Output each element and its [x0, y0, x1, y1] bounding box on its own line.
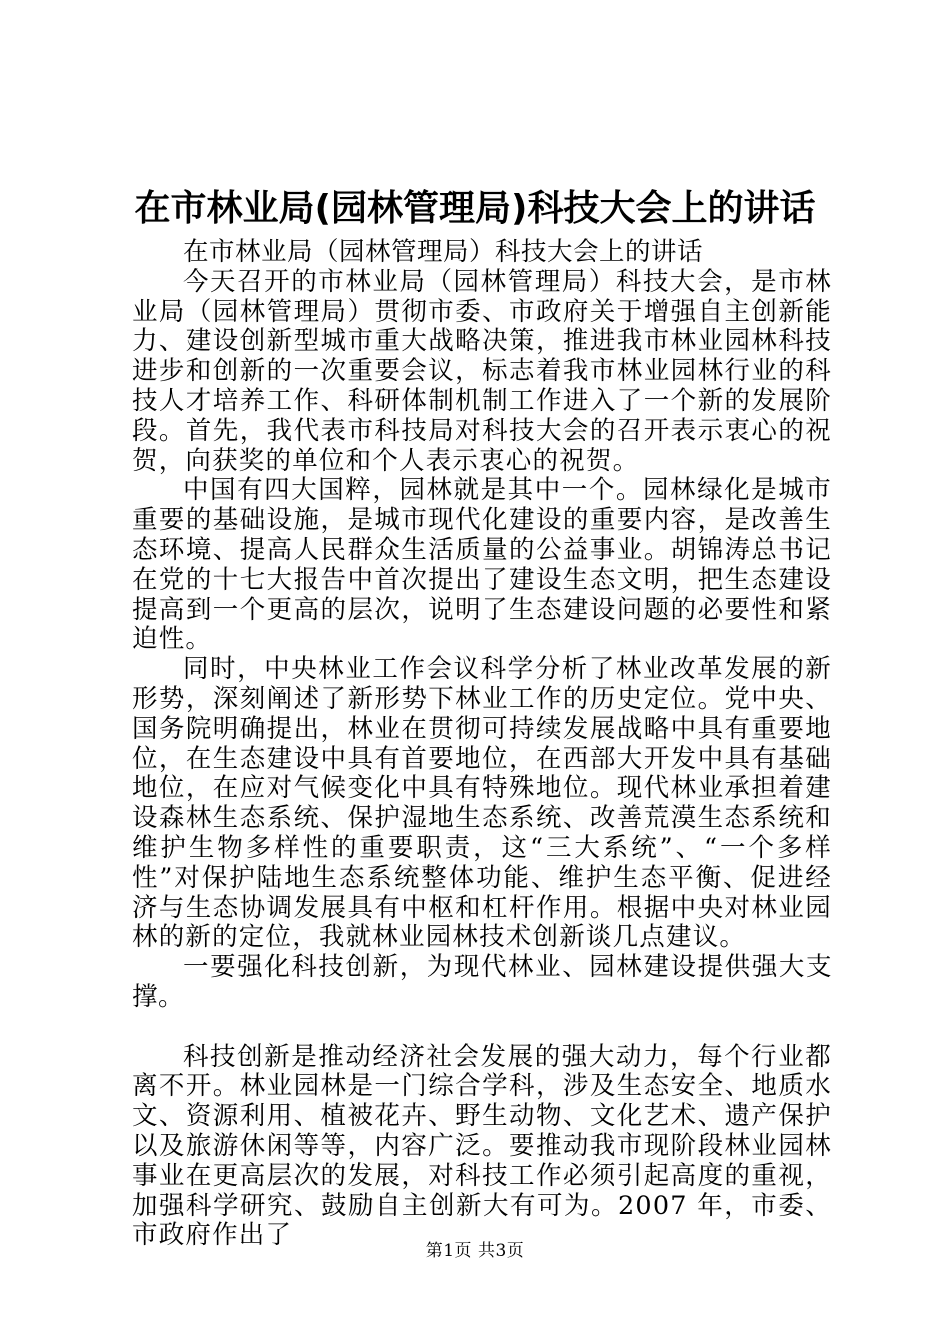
page-footer: 第1页 共3页 [425, 1241, 525, 1261]
document-body [132, 238, 832, 1251]
body-paragraph: 今天召开的市林业局（园林管理局）科技大会，是市林业局（园林管理局）贯彻市委、市政府关于增强自主创新能力、建设创新型城市重大战略决策，推进我市林业园林科技进步和创新的一次重要会议，标志着我市林业园林行业的科技人才培养工作、科研体制机制工作进入了一个新的发展阶段。首先，我代表市科技局对科技大会的召开表示衷心的祝贺，向获奖的单位和个人表示衷心的祝贺。 [132, 266, 832, 476]
section-heading: 一要强化科技创新，为现代林业、园林建设提供强大支撑。 [132, 952, 832, 1012]
subtitle-paragraph: 在市林业局（园林管理局）科技大会上的讲话 [183, 237, 704, 267]
body-paragraph: 科技创新是推动经济社会发展的强大动力，每个行业都离不开。林业园林是一门综合学科，涉及生态安全、地质水文、资源利用、植被花卉、野生动物、文化艺术、遗产保护以及旅游休闲等等，内容广泛。要推动我市现阶段林业园林事业在更高层次的发展，对科技工作必须引起高度的重视，加强科学研究、鼓励自主创新大有可为。2007 年，市委、市政府作出了 [132, 1041, 832, 1251]
body-paragraph: 同时，中央林业工作会议科学分析了林业改革发展的新形势，深刻阐述了新形势下林业工作的历史定位。党中央、国务院明确提出，林业在贯彻可持续发展战略中具有重要地位，在生态建设中具有首要地位，在西部大开发中具有基础地位，在应对气候变化中具有特殊地位。现代林业承担着建设森林生态系统、保护湿地生态系统、改善荒漠生态系统和维护生物多样性的重要职责，这“三大系统”、“一个多样性”对保护陆地生态系统整体功能、维护生态平衡、促进经济与生态协调发展具有中枢和杠杆作用。根据中央对林业园林的新的定位，我就林业园林技术创新谈几点建议。 [132, 654, 832, 953]
document-title: 在市林业局(园林管理局)科技大会上的讲话 [134, 188, 816, 229]
body-paragraph: 中国有四大国粹，园林就是其中一个。园林绿化是城市重要的基础设施，是城市现代化建设的重要内容，是改善生态环境、提高人民群众生活质量的公益事业。胡锦涛总书记在党的十七大报告中首次提出了建设生态文明，把生态建设提高到一个更高的层次，说明了生态建设问题的必要性和紧迫性。 [132, 475, 832, 655]
